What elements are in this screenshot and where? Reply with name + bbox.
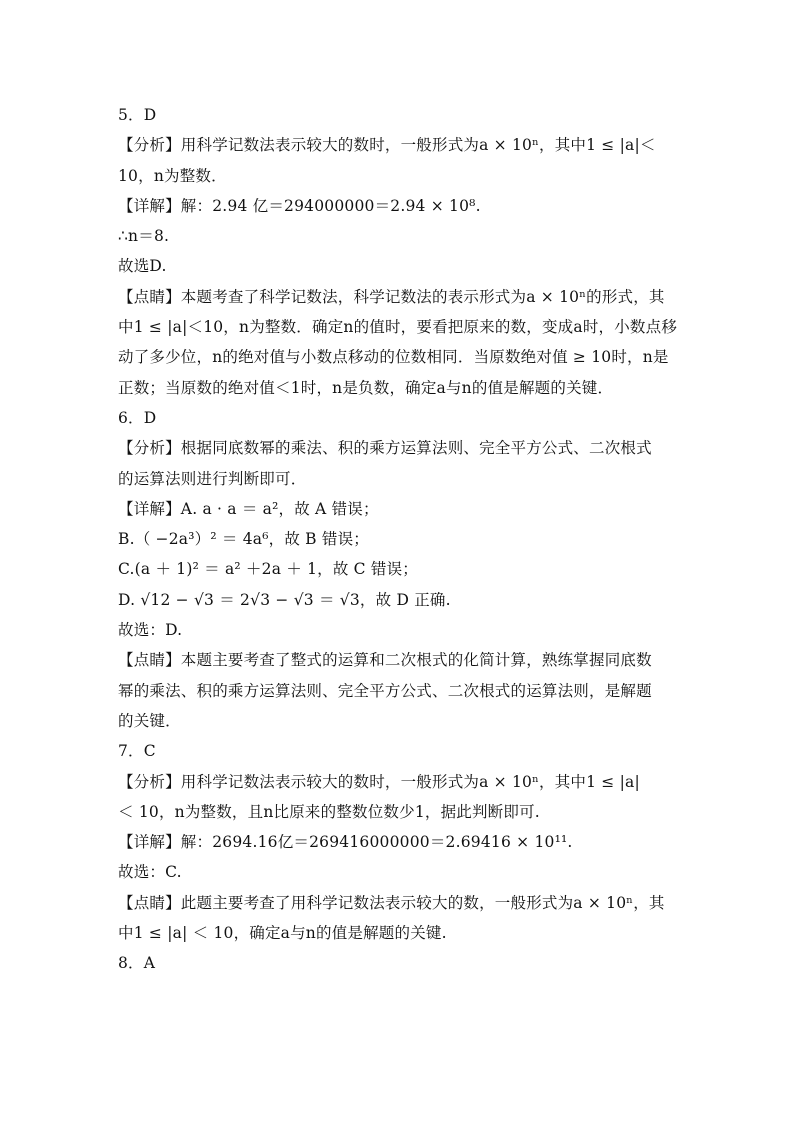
text-line: C.(a ＋ 1)² ＝ a² ＋2a ＋ 1，故 C 错误； bbox=[118, 560, 418, 579]
text-line: 【详解】解：2.94 亿＝294000000＝2.94 × 10⁸. bbox=[118, 196, 481, 215]
text-line: 的关键． bbox=[118, 711, 181, 730]
text-line: 6．D bbox=[118, 408, 157, 427]
text-line: 故选：C. bbox=[118, 863, 182, 882]
text-line: 的运算法则进行判断即可． bbox=[118, 469, 307, 488]
text-line: 【详解】A. a · a ＝ a²，故 A 错误； bbox=[118, 499, 379, 518]
text-line: 【点睛】此题主要考查了用科学记数法表示较大的数，一般形式为a × 10ⁿ，其 bbox=[118, 893, 665, 912]
text-line: 中1 ≤ |a|＜10，n为整数．确定n的值时，要看把原来的数，变成a时，小数点移 bbox=[118, 318, 678, 337]
text-line: 【分析】根据同底数幂的乘法、积的乘方运算法则、完全平方公式、二次根式 bbox=[118, 439, 652, 458]
text-line: 【分析】用科学记数法表示较大的数时，一般形式为a × 10ⁿ，其中1 ≤ |a| bbox=[118, 772, 640, 791]
text-line: 【点睛】本题考查了科学记数法，科学记数法的表示形式为a × 10ⁿ的形式，其 bbox=[118, 287, 665, 306]
solution-text bbox=[118, 100, 678, 979]
text-line: 8．A bbox=[118, 954, 156, 973]
text-line: ＜ 10，n为整数，且n比原来的整数位数少1，据此判断即可. bbox=[118, 802, 540, 821]
text-line: ∴n＝8. bbox=[118, 227, 170, 246]
text-line: 【点睛】本题主要考查了整式的运算和二次根式的化简计算，熟练掌握同底数 bbox=[118, 651, 652, 670]
text-line: 幂的乘法、积的乘方运算法则、完全平方公式、二次根式的运算法则，是解题 bbox=[118, 681, 652, 700]
text-line: 【详解】解：2694.16亿＝269416000000＝2.69416 × 10¹¹. bbox=[118, 833, 573, 852]
text-line: 故选：D. bbox=[118, 621, 183, 640]
text-line: 7．C bbox=[118, 742, 156, 761]
text-line: B.（ −2a³）² ＝ 4a⁶，故 B 错误； bbox=[118, 530, 369, 549]
text-line: 动了多少位，n的绝对值与小数点移动的位数相同．当原数绝对值 ≥ 10时，n是 bbox=[118, 348, 669, 367]
text-line: 中1 ≤ |a| ＜ 10，确定a与n的值是解题的关键. bbox=[118, 924, 447, 943]
text-line: 10，n为整数． bbox=[118, 166, 227, 185]
text-line: 正数；当原数的绝对值＜1时，n是负数，确定a与n的值是解题的关键． bbox=[118, 378, 614, 397]
text-line: 故选D. bbox=[118, 257, 167, 276]
text-line: 【分析】用科学记数法表示较大的数时，一般形式为a × 10ⁿ，其中1 ≤ |a|＜ bbox=[118, 136, 656, 155]
text-line: D. √12 − √3 ＝ 2√3 − √3 ＝ √3，故 D 正确. bbox=[118, 590, 451, 609]
text-line: 5．D bbox=[118, 106, 157, 124]
